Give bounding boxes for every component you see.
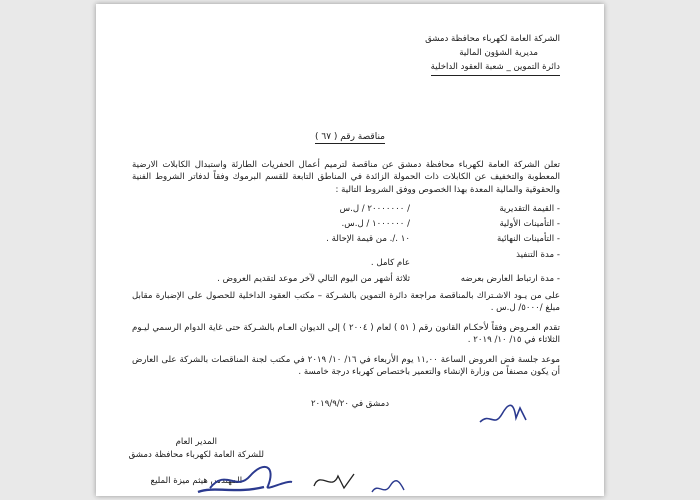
opening-paragraph: موعد جلسة فض العروض الساعة ١١,٠٠ يوم الأربعاء في ١٦/ ١٠/ ٢٠١٩ في مكتب لجنة المناقصات بالشركة على العارض أن يكون مصنفاً من وزارة الإنشاء والتعمير باختصاص كهرباء درجة خامسة . — [132, 355, 560, 378]
condition-value: ثلاثة أشهر من اليوم التالي لآخر موعد لتقديم العروض . — [217, 274, 410, 284]
company-name: الشركة العامة لكهرباء محافظة دمشق — [425, 34, 560, 44]
initial-scribble-icon — [476, 398, 536, 430]
condition-label: - مدة التنفيذ — [516, 250, 560, 260]
submission-paragraph: تقدم العـروض وفقاً لأحكـام القانون رقم ( ٥١ ) لعام ( ٢٠٠٤ ) إلى الديوان العـام بالشـركة حتى غاية الدوام الرسمي ليـوم الثلاثاء في ١٥/ ١٠/ ٢٠١٩ . — [132, 323, 561, 346]
tender-number: مناقصة رقم ( ٦٧ ) — [315, 132, 385, 142]
third-signature-icon — [368, 476, 408, 498]
condition-label: - مدة ارتباط العارض بعرضه — [460, 274, 560, 284]
condition-value: ١٠ ./. من قيمة الإحالة . — [326, 234, 410, 244]
intro-paragraph: تعلن الشركة العامة لكهرباء محافظة دمشق عن مناقصة لترميم أعمال الحفريات الطارئة واستبدال الكابلات الارضية المعطوبة والتخفيف عن الكابلات ذات الحمولة الزائدة في المناطق التابعة للقسم البرموك وفقاً لدفاتر الشروط الفنية والحقوقية والمالية المعدة بهذا الخصوص ووفق الشروط التالية : — [132, 160, 560, 195]
condition-value: / ١٠٠٠٠٠٠ / ل.س. — [341, 219, 410, 229]
name-underline-scribble-icon — [196, 484, 266, 496]
condition-value: عام كامل . — [370, 258, 410, 268]
signatory-company: للشركة العامة لكهرباء محافظة دمشق — [128, 449, 264, 460]
condition-value: / ٢٠٠٠٠٠٠٠ / ل.س — [339, 204, 410, 214]
dossier-paragraph: على من يـود الاشـتراك بالمناقصة مراجعة دائرة التموين بالشـركة – مكتب العقود الداخلية للحصول على الإضبارة مقابل مبلغ /٥٠٠٠/ ل.س . — [132, 291, 560, 314]
document-page — [96, 4, 604, 496]
department-name: دائرة التموين _ شعبة العقود الداخلية — [431, 60, 560, 76]
condition-label: - القيمة التقديرية — [499, 204, 560, 214]
letterhead — [425, 32, 560, 76]
directorate-name: مديرية الشؤون المالية — [459, 48, 538, 58]
signatory-title: المدير العام — [175, 437, 218, 447]
condition-label: - التأمينات الأولية — [499, 219, 560, 229]
condition-label: - التأمينات النهائية — [496, 234, 560, 244]
signatory-name: المهندس هيثم ميزة المليع — [150, 476, 243, 486]
issue-date: دمشق في ٢٠١٩/٩/٢٠ — [310, 399, 390, 409]
second-signature-icon — [310, 466, 358, 496]
